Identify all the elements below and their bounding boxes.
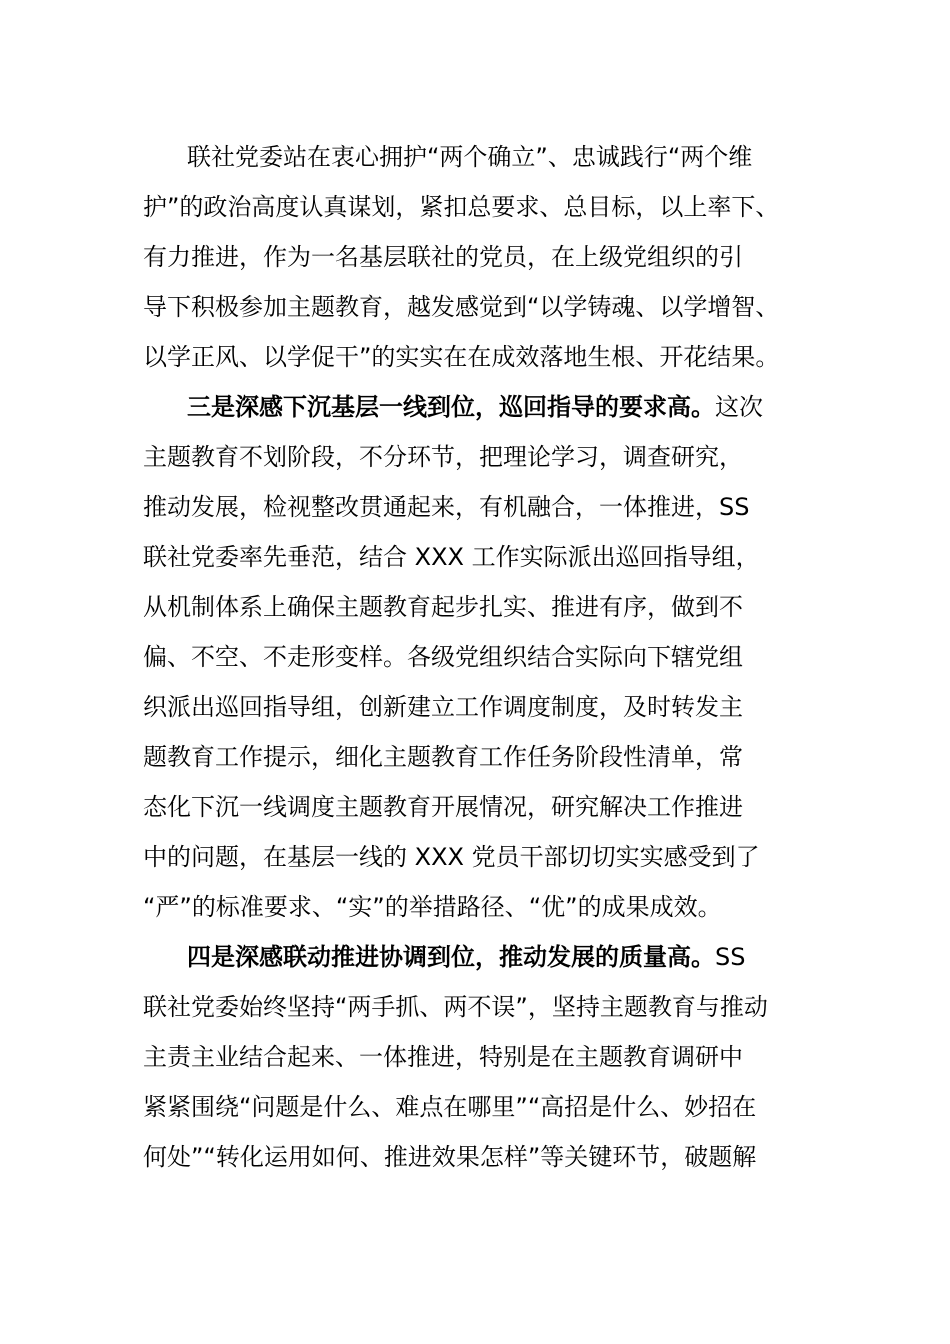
text-line: 紧紧围绕“问题是什么、难点在哪里”“高招是什么、妙招在: [143, 1093, 757, 1121]
text-line: 主责主业结合起来、一体推进，特别是在主题教育调研中: [143, 1043, 743, 1071]
text-line: 偏、不空、不走形变样。各级党组织结合实际向下辖党组: [143, 643, 743, 671]
paragraph-first-line: [143, 382, 811, 432]
text-run: SS: [715, 943, 746, 971]
text-line: 联社党委率先垂范，结合 XXX 工作实际派出巡回指导组，: [143, 543, 760, 571]
text-line: 主题教育不划阶段，不分环节，把理论学习，调查研究，: [143, 443, 743, 471]
text-line: 有力推进，作为一名基层联社的党员，在上级党组织的引: [143, 243, 743, 271]
text-line: 态化下沉一线调度主题教育开展情况，研究解决工作推进: [143, 793, 743, 821]
paragraph-first-line: [143, 932, 811, 982]
text-run: 这次: [715, 393, 763, 421]
document-body: [143, 132, 811, 1182]
text-line: 题教育工作提示，细化主题教育工作任务阶段性清单，常: [143, 743, 743, 771]
text-line: 织派出巡回指导组，创新建立工作调度制度，及时转发主: [143, 693, 743, 721]
text-line: 联社党委始终坚持“两手抓、两不误”，坚持主题教育与推动: [143, 993, 768, 1021]
text-line: 从机制体系上确保主题教育起步扎实、推进有序，做到不: [143, 593, 743, 621]
text-line: 推动发展，检视整改贯通起来，有机融合，一体推进，SS: [143, 493, 750, 521]
text-line: 以学正风、以学促干”的实实在在成效落地生根、开花结果。: [143, 343, 780, 371]
text-line: 中的问题，在基层一线的 XXX 党员干部切切实实感受到了: [143, 843, 760, 871]
paragraph-2: [143, 382, 811, 932]
text-line: 导下积极参加主题教育，越发感觉到“以学铸魂、以学增智、: [143, 293, 780, 321]
text-line: 联社党委站在衷心拥护“两个确立”、忠诚践行“两个维: [187, 143, 753, 171]
paragraph-1: [143, 132, 811, 382]
section-heading: 四是深感联动推进协调到位，推动发展的质量高。: [187, 943, 715, 971]
section-heading: 三是深感下沉基层一线到位，巡回指导的要求高。: [187, 393, 715, 421]
text-line: “严”的标准要求、“实”的举措路径、“优”的成果成效。: [143, 893, 722, 921]
text-line: 何处”“转化运用如何、推进效果怎样”等关键环节，破题解: [143, 1143, 757, 1171]
text-line: 护”的政治高度认真谋划，紧扣总要求、总目标，以上率下、: [143, 193, 780, 221]
paragraph-3: [143, 932, 811, 1182]
